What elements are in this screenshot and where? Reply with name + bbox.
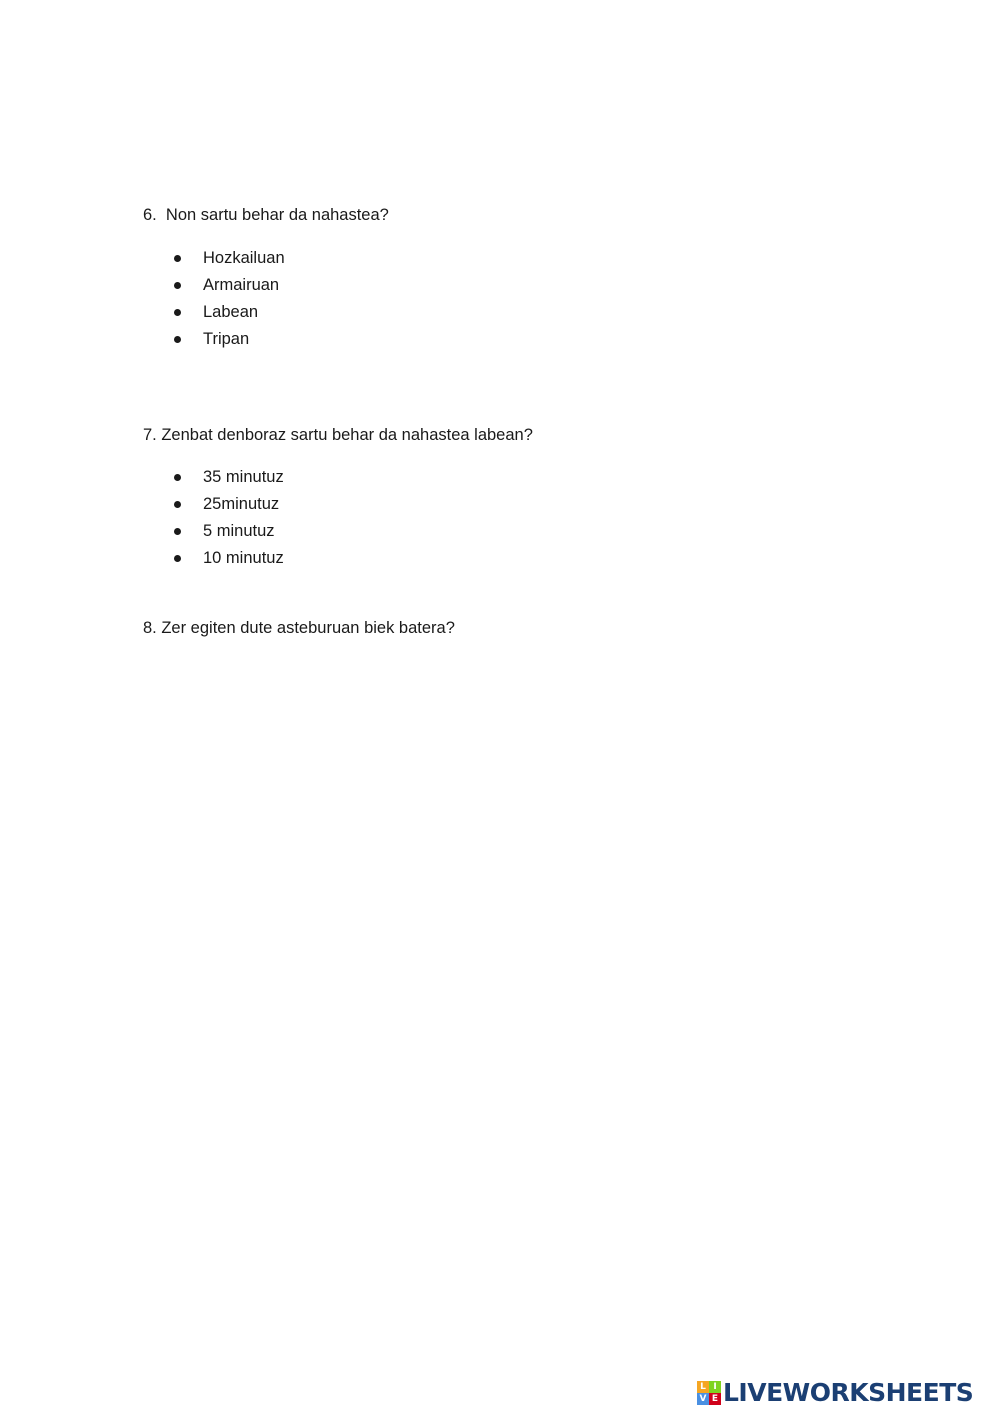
question-8: 8. Zer egiten dute asteburuan biek batera? [143, 619, 455, 637]
option-label: 35 minutuz [203, 468, 284, 486]
bullet-icon [174, 528, 181, 535]
bullet-icon [174, 282, 181, 289]
bullet-icon [174, 474, 181, 481]
question-7: 7. Zenbat denboraz sartu behar da nahastea labean? [143, 426, 533, 444]
option-label: Labean [203, 303, 259, 321]
option-label: Tripan [203, 330, 250, 348]
logo-text: LIVEWORKSHEETS [723, 1378, 974, 1407]
bullet-icon [174, 255, 181, 262]
bullet-icon [174, 309, 181, 316]
logo-mark-icon: L I V E [697, 1381, 721, 1405]
option-label: Hozkailuan [203, 249, 285, 267]
bullet-icon [174, 336, 181, 343]
option-label: 25minutuz [203, 495, 280, 513]
liveworksheets-logo [697, 1378, 973, 1408]
bullet-icon [174, 555, 181, 562]
bullet-icon [174, 501, 181, 508]
question-6: 6. Non sartu behar da nahastea? [143, 206, 389, 224]
option-label: 5 minutuz [203, 522, 275, 540]
option-label: 10 minutuz [203, 549, 284, 567]
option-label: Armairuan [203, 276, 280, 294]
